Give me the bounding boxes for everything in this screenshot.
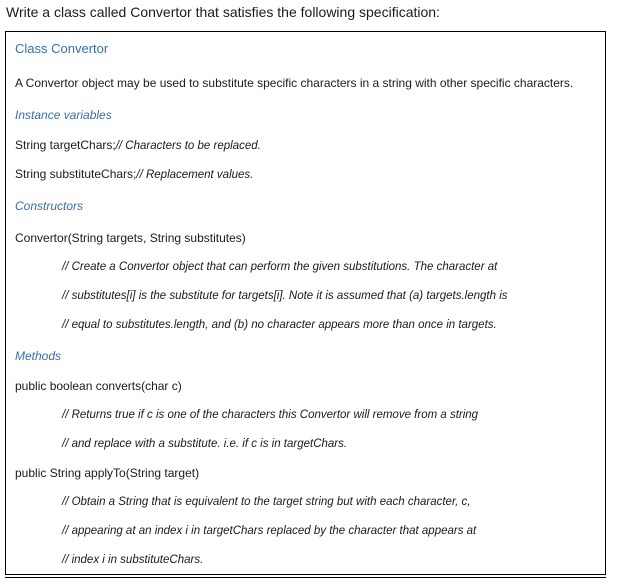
instance-variable-substitute-chars	[15, 167, 253, 182]
constructor-signature: Convertor(String targets, String substitutes)	[15, 231, 246, 245]
variable-comment: // Replacement values.	[136, 169, 254, 181]
variable-declaration: String targetChars;	[15, 138, 116, 152]
task-instruction: Write a class called Convertor that satisfies the following specification:	[6, 4, 440, 20]
constructors-heading: Constructors	[15, 199, 84, 213]
constructor-comment-line: // equal to substitutes.length, and (b) no character appears more than once in targets.	[62, 319, 497, 331]
box-bottom-rule	[5, 577, 606, 578]
method-comment-line: // Returns true if c is one of the characters this Convertor will remove from a string	[62, 409, 479, 421]
class-description: A Convertor object may be used to substitute specific characters in a string with other specific characters.	[15, 76, 574, 90]
constructor-comment-line: // substitutes[i] is the substitute for targets[i]. Note it is assumed that (a) targets.length is	[62, 290, 508, 302]
method-comment-line: // Obtain a String that is equivalent to the target string but with each character, c,	[62, 496, 471, 508]
method-converts-signature: public boolean converts(char c)	[15, 379, 182, 393]
variable-comment: // Characters to be replaced.	[115, 140, 261, 152]
method-comment-line: // index i in substituteChars.	[62, 554, 204, 566]
method-apply-to-signature: public String applyTo(String target)	[15, 466, 200, 480]
variable-declaration: String substituteChars;	[15, 167, 137, 181]
class-heading: Class Convertor	[15, 41, 109, 56]
constructor-comment-line: // Create a Convertor object that can perform the given substitutions. The character at	[62, 261, 498, 273]
instance-variable-target-chars	[15, 138, 261, 153]
method-comment-line: // appearing at an index i in targetChars replaced by the character that appears at	[62, 525, 477, 537]
instance-variables-heading: Instance variables	[15, 108, 112, 122]
method-comment-line: // and replace with a substitute. i.e. if c is in targetChars.	[62, 438, 348, 450]
methods-heading: Methods	[15, 349, 62, 363]
